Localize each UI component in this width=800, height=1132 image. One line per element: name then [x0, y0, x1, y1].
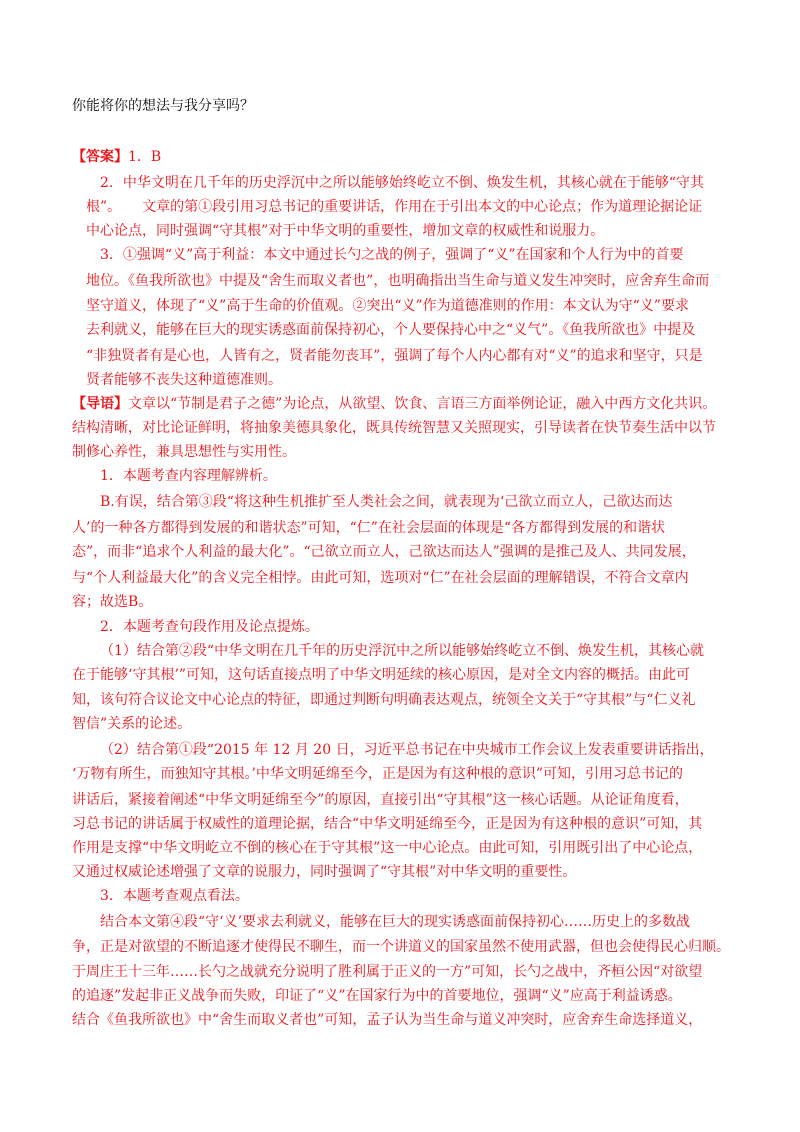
guide-line-1: [72, 394, 732, 416]
answer-3-line-6: 贤者能够不丧失这种道德准则。: [86, 372, 282, 388]
analysis-3-line-3: 于周庄王十三年……长勺之战就充分说明了胜利属于正义的一方”可知，长勺之战中，齐桓公因“对欲望: [72, 964, 703, 980]
analysis-1-line-3: 态”，而非“追求个人利益的最大化”。“己欲立而立人，己欲达而达人”强调的是推己及人、共同发展，: [72, 544, 696, 560]
analysis-2a-line-1: （1）结合第②段“中华文明在几千年的历史浮沉中之所以能够始终屹立不倒、焕发生机，其核心就: [100, 643, 705, 659]
analysis-1-line-5: 容；故选B。: [72, 594, 153, 610]
answer-item-1: 1．B: [128, 149, 162, 165]
analysis-2a-line-3: 知，该句符合议论文中心论点的特征，即通过判断句明确表达观点，统领全文关于“守其根”与“仁义礼: [72, 692, 696, 708]
answer-3-line-5: “非独贤者有是心也，人皆有之，贤者能勿丧耳”，强调了每个人内心都有对“义”的追求和坚守，只是: [86, 348, 703, 364]
analysis-2-title: 2．本题考查句段作用及论点提炼。: [100, 619, 319, 635]
guide-line-2: 结构清晰，对比论证鲜明，将抽象美德具象化，既具传统智慧又关照现实，引导读者在快节奏生活中以节: [72, 420, 716, 436]
analysis-2b-line-2: ‘万物有所生，而独知守其根。’中华文明延绵至今，正是因为有这种根的意识”可知，引用习总书记的: [72, 766, 684, 782]
answer-tag: 【答案】: [72, 149, 128, 165]
analysis-1-line-2: 人’的一种各方都得到发展的和谐状态”可知，“仁”在社会层面的体现是“各方都得到发展的和谐状: [72, 520, 666, 536]
analysis-2b-line-5: 作用是支撑“中华文明屹立不倒的核心在于守其根”这一中心论点。由此可知，引用既引出了中心论点，: [72, 840, 703, 856]
analysis-1-title: 1．本题考查内容理解辨析。: [100, 468, 277, 484]
guide-text-1: 文章以“节制是君子之德”为论点，从欲望、饮食、言语三方面举例论证，融入中西方文化共识。: [128, 396, 717, 412]
analysis-3-line-1: 结合本文第④段“守‘义’要求去利就义，能够在巨大的现实诱惑面前保持初心……历史上的多数战: [100, 914, 691, 930]
answer-3-line-3: 坚守道义，体现了“义”高于生命的价值观。②突出“义”作为道德准则的作用：本文认为守“义”要求: [86, 298, 689, 314]
answer-3-line-2: 地位。《鱼我所欲也》中提及“舍生而取义者也”，也明确指出当生命与道义发生冲突时，应舍弃生命而: [86, 273, 710, 289]
answer-header: [72, 147, 732, 169]
analysis-2b-line-3: 讲话后，紧接着阐述“中华文明延绵至今”的原因，直接引出“守其根”这一核心话题。从论证角度看，: [72, 792, 689, 808]
analysis-3-title: 3．本题考查观点看法。: [100, 888, 249, 904]
analysis-2b-line-6: 又通过权威论述增强了文章的说服力，同时强调了“守其根”对中华文明的重要性。: [72, 864, 577, 880]
analysis-2a-line-4: 智信”关系的论述。: [72, 716, 192, 732]
guide-line-3: 制修心养性，兼具思想性与实用性。: [72, 444, 296, 460]
answer-3-line-4: 去利就义，能够在巨大的现实诱惑面前保持初心，个人要保持心中之“义气”。《鱼我所欲也》中提及: [86, 322, 696, 338]
analysis-2b-line-4: 习总书记的讲话属于权威性的道理论据，结合“中华文明延绵至今，正是因为有这种根的意识”可知，其: [72, 816, 703, 832]
guide-tag: 【导语】: [72, 396, 128, 412]
answer-2-line-3: 中心论点，同时强调“守其根”对于中华文明的重要性，增加文章的权威性和说服力。: [86, 223, 605, 239]
analysis-1-line-1: B.有误，结合第③段“将这种生机推扩至人类社会之间，就表现为‘己欲立而立人，己欲达而达: [100, 494, 673, 510]
answer-3-line-1: 3．①强调“义”高于利益：本文中通过长勺之战的例子，强调了“义”在国家和个人行为中的首要: [100, 247, 684, 263]
analysis-3-line-4: 的追逐”发起非正义战争而失败，印证了“义”在国家行为中的首要地位，强调“义”应高于利益诱惑。: [72, 988, 682, 1004]
analysis-3-line-2: 争，正是对欲望的不断追逐才使得民不聊生，而一个讲道义的国家虽然不使用武器，但也会使得民心归顺。: [72, 939, 730, 955]
analysis-1-line-4: 与“个人利益最大化”的含义完全相悖。由此可知，选项对“仁”在社会层面的理解错误，不符合文章内: [72, 570, 689, 586]
analysis-3-line-5: 结合《鱼我所欲也》中“舍生而取义者也”可知，孟子认为当生命与道义冲突时，应舍弃生命选择道义，: [72, 1012, 703, 1028]
analysis-2b-line-1: （2）结合第①段“2015 年 12 月 20 日，习近平总书记在中央城市工作会议上发表重要讲话指出，: [100, 742, 714, 758]
question-line: 你能将你的想法与我分享吗？: [72, 98, 254, 114]
analysis-2a-line-2: 在于能够‘守其根’”可知，这句话直接点明了中华文明延续的核心原因，是对全文内容的概括。由此可: [72, 667, 691, 683]
answer-2-line-1: 2．中华文明在几千年的历史浮沉中之所以能够始终屹立不倒、焕发生机，其核心就在于能够“守其: [100, 175, 705, 191]
answer-2-line-2: 根”。 文章的第①段引用习总书记的重要讲话，作用在于引出本文的中心论点；作为道理论据论证: [86, 199, 703, 215]
